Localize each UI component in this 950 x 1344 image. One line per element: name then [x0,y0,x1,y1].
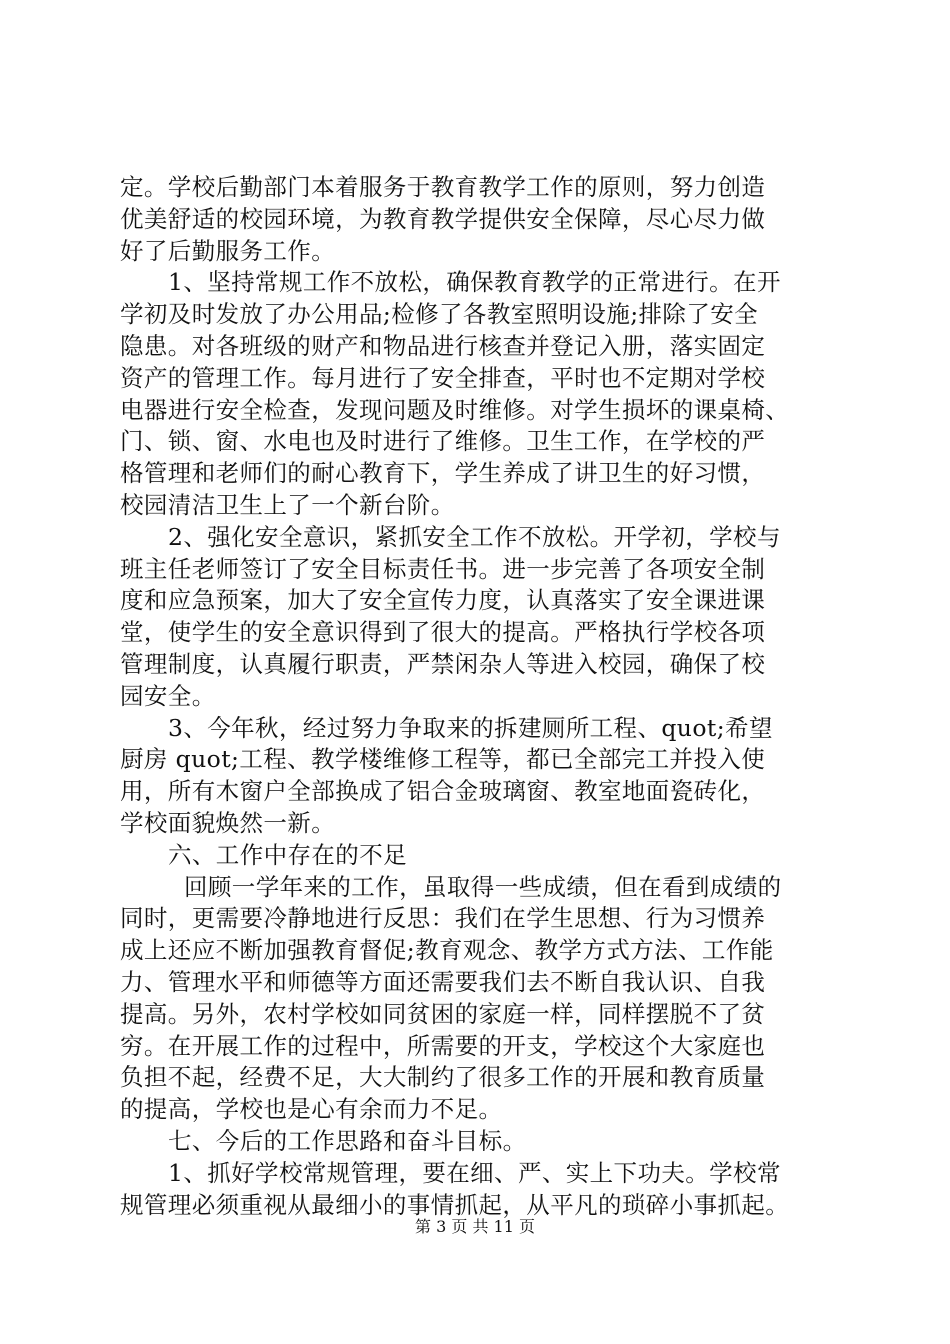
text-line: 管理制度，认真履行职责，严禁闲杂人等进入校园，确保了校 [120,649,766,678]
text-line: 的提高，学校也是心有余而力不足。 [120,1095,503,1124]
text-line: 成上还应不断加强教育督促;教育观念、教学方式方法、工作能 [120,936,774,965]
text-line: 七、今后的工作思路和奋斗目标。 [168,1126,527,1155]
text-line: 1、坚持常规工作不放松，确保教育教学的正常进行。在开 [168,268,781,297]
text-line: 学初及时发放了办公用品;检修了各教室照明设施;排除了安全 [120,300,759,329]
text-line: 学校面貌焕然一新。 [120,808,336,837]
page-footer: 第 3 页 共 11 页 [415,1217,535,1236]
text-line: 堂，使学生的安全意识得到了很大的提高。严格执行学校各项 [120,618,766,647]
text-line: 好了后勤服务工作。 [120,236,336,265]
text-line: 班主任老师签订了安全目标责任书。进一步完善了各项安全制 [120,554,766,583]
text-line: 电器进行安全检查，发现问题及时维修。对学生损坏的课桌椅、 [120,395,790,424]
text-line: 隐患。对各班级的财产和物品进行核查并登记入册，落实固定 [120,331,766,360]
text-line: 2、强化安全意识，紧抓安全工作不放松。开学初，学校与 [168,522,781,551]
text-line: 穷。在开展工作的过程中，所需要的开支，学校这个大家庭也 [120,1031,766,1060]
text-line: 提高。另外，农村学校如同贫困的家庭一样，同样摆脱不了贫 [120,999,766,1028]
text-line: 定。学校后勤部门本着服务于教育教学工作的原则，努力创造 [120,173,766,201]
text-line: 规管理必须重视从最细小的事情抓起，从平凡的琐碎小事抓起。 [120,1190,790,1219]
text-line: 同时，更需要冷静地进行反思：我们在学生思想、行为习惯养 [120,904,766,933]
text-line: 六、工作中存在的不足 [168,840,407,869]
text-line: 3、今年秋，经过努力争取来的拆建厕所工程、quot;希望 [168,713,773,742]
text-line: 力、管理水平和师德等方面还需要我们去不断自我认识、自我 [120,967,766,996]
document-body [120,172,836,1221]
text-line: 优美舒适的校园环境，为教育教学提供安全保障，尽心尽力做 [120,204,766,233]
text-line: 校园清洁卫生上了一个新台阶。 [120,490,455,519]
text-line: 资产的管理工作。每月进行了安全排查，平时也不定期对学校 [120,363,766,392]
text-line: 回顾一学年来的工作，虽取得一些成绩，但在看到成绩的 [184,872,782,901]
text-line: 度和应急预案，加大了安全宣传力度，认真落实了安全课进课 [120,586,766,615]
text-line: 用，所有木窗户全部换成了铝合金玻璃窗、教室地面瓷砖化， [120,777,766,806]
text-line: 园安全。 [120,681,216,710]
text-line: 格管理和老师们的耐心教育下，学生养成了讲卫生的好习惯， [120,459,766,488]
text-line: 门、锁、窗、水电也及时进行了维修。卫生工作，在学校的严 [120,427,766,456]
text-line: 1、抓好学校常规管理，要在细、严、实上下功夫。学校常 [168,1158,781,1187]
text-line: 负担不起，经费不足，大大制约了很多工作的开展和教育质量 [120,1063,766,1092]
text-line: 厨房 quot;工程、教学楼维修工程等，都已全部完工并投入使 [120,745,766,774]
